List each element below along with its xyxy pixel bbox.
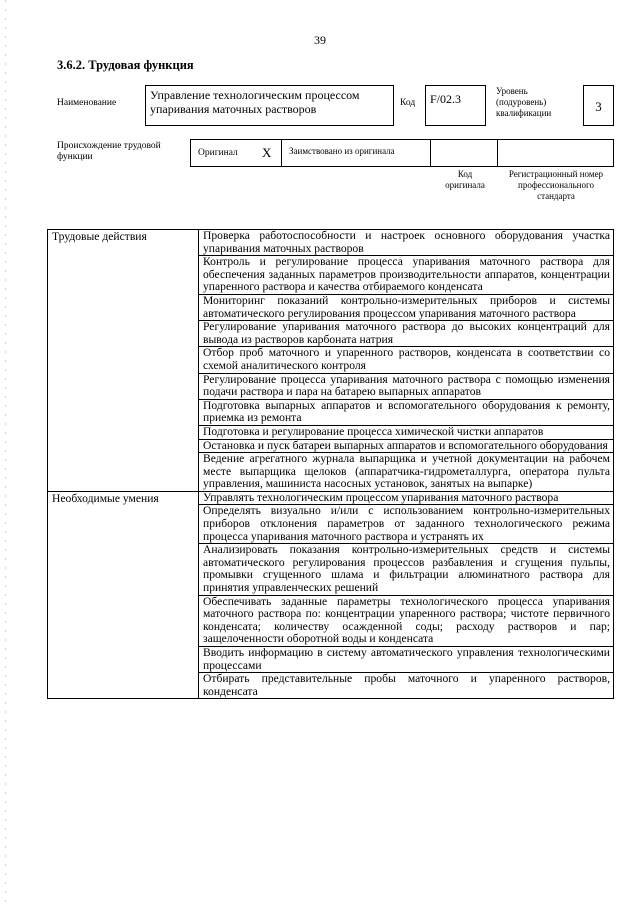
level-value: 3: [595, 99, 602, 114]
name-value: Управление технологическим процессом упаривания маточных растворов: [150, 88, 360, 116]
scan-edge: [5, 0, 6, 905]
code-original-box: [430, 139, 498, 167]
section-item: Определять визуально и/или с использованием контрольно-измерительных приборов отклонения параметров от заданного технологического режима процесса упаривания маточного раствора и устранять их: [199, 505, 614, 544]
section-item: Анализировать показания контрольно-измерительных средств и системы автоматического регулирования процессов разбавления и сгущения пульпы, промывки сгущенного шлама и фильтрации алюминатного раствора для принятия управленческих решений: [199, 544, 614, 595]
section-item: Регулирование упаривания маточного раствора до высоких концентраций для вывода из растворов карбоната натрия: [199, 321, 614, 347]
original-label: Оригинал: [198, 148, 238, 158]
section-title: 3.6.2. Трудовая функция: [57, 58, 194, 72]
section-item: Ведение агрегатного журнала выпарщика и учетной документации на рабочем месте выпарщика щелоков (аппаратчика-гидрометаллурга, оператора пульта управления, машиниста насосных установок, занятых на выпарке): [199, 453, 614, 492]
borrowed-label: Заимствовано из оригинала: [289, 146, 395, 156]
section-item: Отбирать представительные пробы маточного и упаренного растворов, конденсата: [199, 673, 614, 699]
section-item: Контроль и регулирование процесса упаривания маточного раствора для обеспечения заданных параметров производительности аппаратов, концентрации упаренного раствора и качества отбираемого конденсата: [199, 256, 614, 295]
function-table: [47, 229, 614, 699]
borrowed-box: [281, 139, 431, 167]
level-label: Уровень (подуровень) квалификации: [496, 86, 552, 118]
original-box: [190, 139, 282, 167]
original-mark: X: [262, 145, 272, 160]
section-item: Проверка работоспособности и настроек основного оборудования участка упаривания маточных растворов: [199, 230, 614, 256]
table-row: [48, 491, 614, 505]
section-heading: Необходимые умения: [48, 491, 199, 699]
section-item: Обеспечивать заданные параметры технологического процесса упаривания маточного раствора по: концентрации упаренного раствора; чистоте первичного конденсата; количеству осажденной соды; расходу растворов и пар; защелоченности оборотной воды и конденсата: [199, 595, 614, 646]
page-number: 39: [314, 33, 326, 47]
section-item: Остановка и пуск батареи выпарных аппаратов и вспомогательного оборудования: [199, 439, 614, 453]
section-heading: Трудовые действия: [48, 230, 199, 492]
name-value-box: [145, 85, 394, 126]
reg-number-box: [497, 139, 614, 167]
section-item: Вводить информацию в систему автоматического управления технологическими процессами: [199, 647, 614, 673]
level-value-box: [583, 85, 614, 126]
name-label: Наименование: [57, 98, 117, 108]
section-item: Отбор проб маточного и упаренного растворов, конденсата в соответствии со схемой аналитического контроля: [199, 347, 614, 373]
code-label: Код: [400, 98, 416, 108]
code-original-label: Код оригинала: [445, 169, 485, 190]
code-value: F/02.3: [430, 92, 462, 106]
section-item: Подготовка и регулирование процесса химической чистки аппаратов: [199, 425, 614, 439]
reg-number-label: Регистрационный номер профессионального стандарта: [508, 169, 604, 201]
section-item: Управлять технологическим процессом упаривания маточного раствора: [199, 491, 614, 505]
code-value-box: [425, 85, 486, 126]
section-item: Подготовка выпарных аппаратов и вспомогательного оборудования к ремонту, приемка из ремонта: [199, 399, 614, 425]
section-item: Мониторинг показаний контрольно-измерительных приборов и системы автоматического регулирования процессом упаривания маточного раствора: [199, 294, 614, 320]
table-row: [48, 230, 614, 256]
origin-label: Происхождение трудовой функции: [57, 141, 161, 162]
section-item: Регулирование процесса упаривания маточного раствора с помощью изменения подачи раствора и пара на батарею выпарных аппаратов: [199, 373, 614, 399]
